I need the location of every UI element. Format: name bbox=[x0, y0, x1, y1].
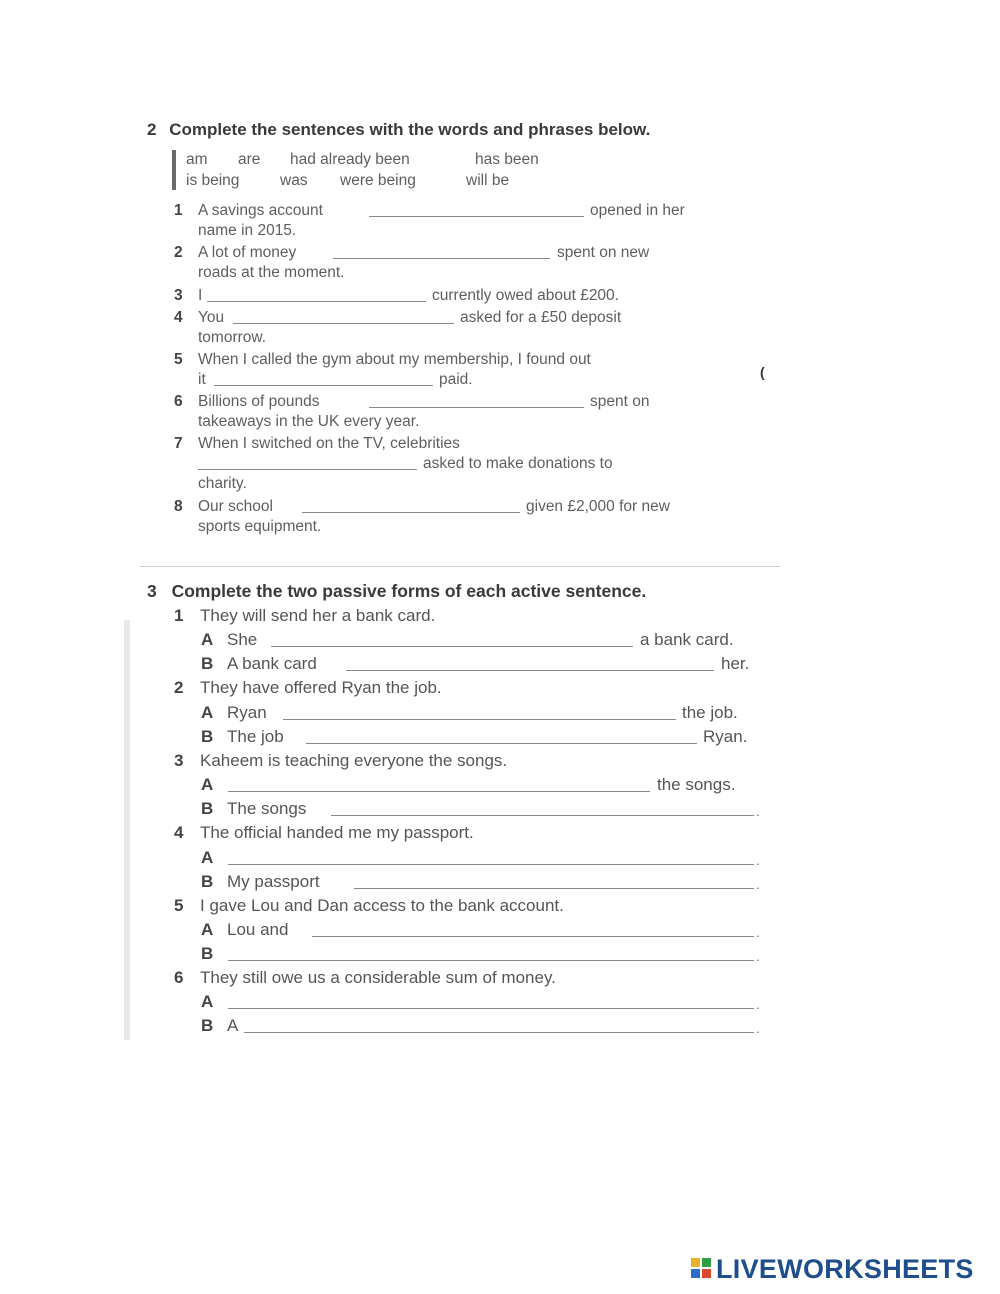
ex2-item-number: 2 bbox=[174, 244, 183, 261]
ex3-end-text: . bbox=[756, 924, 760, 940]
answer-blank[interactable] bbox=[346, 670, 714, 671]
ex2-item-text: When I switched on the TV, celebrities bbox=[198, 435, 460, 452]
ex3-end-text: her. bbox=[721, 654, 750, 673]
logo-square-icon bbox=[702, 1269, 711, 1278]
ex2-item-text: asked for a £50 deposit bbox=[460, 309, 622, 326]
ex3-end-text: . bbox=[756, 852, 760, 868]
ex2-item-number: 4 bbox=[174, 309, 183, 326]
ex3-item-number: 5 bbox=[174, 896, 184, 915]
word-is-being-wrap bbox=[186, 172, 239, 190]
ex2-item-text: spent on new bbox=[557, 244, 650, 261]
ex2-item-text: charity. bbox=[198, 475, 247, 492]
ex2-item-text: roads at the moment. bbox=[198, 264, 345, 281]
answer-blank[interactable] bbox=[198, 469, 417, 470]
ex2-item-text: it bbox=[198, 371, 206, 388]
liveworksheets-logo[interactable] bbox=[691, 1255, 974, 1283]
answer-blank[interactable] bbox=[271, 646, 633, 647]
logo-square-icon bbox=[691, 1269, 700, 1278]
scan-shadow bbox=[124, 620, 130, 1040]
word-had-already-been-wrap bbox=[290, 151, 410, 169]
answer-blank[interactable] bbox=[302, 512, 520, 513]
word-has-been-wrap bbox=[475, 151, 539, 169]
word-box bbox=[186, 151, 208, 169]
answer-blank[interactable] bbox=[306, 743, 697, 744]
ex2-item-text: Our school bbox=[198, 498, 273, 515]
exercise-3-instruction: Complete the two passive forms of each active sentence. bbox=[171, 581, 647, 601]
answer-blank[interactable] bbox=[244, 1032, 754, 1033]
ex3-start-text: Lou and bbox=[227, 920, 289, 939]
answer-blank[interactable] bbox=[369, 216, 584, 217]
stray-mark: ( bbox=[760, 364, 765, 380]
ex3-end-text: . bbox=[756, 948, 760, 964]
ex2-item-text: paid. bbox=[439, 371, 473, 388]
ex2-item-number: 5 bbox=[174, 351, 183, 368]
ex3-active-sentence: Kaheem is teaching everyone the songs. bbox=[200, 751, 508, 770]
word-had-already-been: had already been bbox=[290, 151, 410, 168]
answer-blank[interactable] bbox=[228, 791, 650, 792]
label-b: B bbox=[201, 1016, 214, 1035]
ex2-item-text: name in 2015. bbox=[198, 222, 297, 239]
ex3-start-text: A bank card bbox=[227, 654, 317, 673]
ex3-item-number: 2 bbox=[174, 678, 184, 697]
ex2-item-text: You bbox=[198, 309, 225, 326]
ex2-item-text: A lot of money bbox=[198, 244, 297, 261]
word-was: was bbox=[280, 172, 308, 189]
ex3-end-text: Ryan. bbox=[703, 727, 748, 746]
exercise-2-instruction: Complete the sentences with the words and phrases below. bbox=[169, 120, 651, 139]
logo-square-icon bbox=[691, 1258, 700, 1267]
answer-blank[interactable] bbox=[233, 323, 454, 324]
ex3-end-text: the songs. bbox=[657, 775, 736, 794]
word-were-being-wrap bbox=[340, 172, 416, 190]
ex2-item-text: currently owed about £200. bbox=[432, 287, 619, 304]
ex2-item-number: 1 bbox=[174, 202, 183, 219]
word-box-border bbox=[172, 150, 176, 190]
word-are-wrap bbox=[238, 151, 260, 169]
ex3-start-text: The job bbox=[227, 727, 284, 746]
answer-blank[interactable] bbox=[333, 258, 550, 259]
ex2-item-text: sports equipment. bbox=[198, 518, 322, 535]
word-was-wrap bbox=[280, 172, 308, 190]
label-b: B bbox=[201, 727, 214, 746]
label-a: A bbox=[201, 920, 214, 939]
ex3-start-text: Ryan bbox=[227, 703, 267, 722]
ex2-item-text: A savings account bbox=[198, 202, 323, 219]
answer-blank[interactable] bbox=[283, 719, 676, 720]
label-b: B bbox=[201, 799, 214, 818]
ex3-end-text: . bbox=[756, 996, 760, 1012]
ex3-item-number: 3 bbox=[174, 751, 184, 770]
liveworksheets-logo-text: LIVEWORKSHEETS bbox=[716, 1253, 974, 1284]
answer-blank[interactable] bbox=[312, 936, 754, 937]
logo-square-icon bbox=[702, 1258, 711, 1267]
label-a: A bbox=[201, 992, 214, 1011]
ex2-item-text: When I called the gym about my membership, I found out bbox=[198, 351, 591, 368]
ex3-active-sentence: The official handed me my passport. bbox=[200, 823, 474, 842]
ex3-end-text: a bank card. bbox=[640, 630, 734, 649]
ex2-item-text: I bbox=[198, 287, 203, 304]
answer-blank[interactable] bbox=[228, 960, 754, 961]
ex3-active-sentence: They still owe us a considerable sum of money. bbox=[200, 968, 556, 987]
answer-blank[interactable] bbox=[369, 407, 584, 408]
word-were-being: were being bbox=[340, 172, 416, 189]
ex3-end-text: . bbox=[756, 1020, 760, 1036]
word-is-being: is being bbox=[186, 172, 240, 189]
ex3-start-text: My passport bbox=[227, 872, 320, 891]
ex3-end-text: the job. bbox=[682, 703, 738, 722]
label-b: B bbox=[201, 872, 214, 891]
ex2-item-text: opened in her bbox=[590, 202, 685, 219]
answer-blank[interactable] bbox=[331, 815, 754, 816]
ex2-item-text: takeaways in the UK every year. bbox=[198, 413, 420, 430]
ex2-item-number: 8 bbox=[174, 498, 183, 515]
ex3-active-sentence: They will send her a bank card. bbox=[200, 606, 436, 625]
ex2-item-number: 3 bbox=[174, 287, 183, 304]
ex2-item-number: 7 bbox=[174, 435, 183, 452]
ex3-start-text: The songs bbox=[227, 799, 307, 818]
section-divider bbox=[140, 566, 780, 567]
ex3-item-number: 1 bbox=[174, 606, 184, 625]
exercise-2-number: 2 bbox=[147, 120, 157, 139]
label-a: A bbox=[201, 848, 214, 867]
ex2-item-text: asked to make donations to bbox=[423, 455, 613, 472]
ex3-end-text: . bbox=[756, 876, 760, 892]
word-has-been: has been bbox=[475, 151, 539, 168]
answer-blank[interactable] bbox=[354, 888, 754, 889]
exercise-3-number: 3 bbox=[147, 581, 157, 601]
answer-blank[interactable] bbox=[207, 301, 426, 302]
ex3-end-text: . bbox=[756, 803, 760, 819]
ex3-active-sentence: I gave Lou and Dan access to the bank account. bbox=[200, 896, 564, 915]
ex3-item-number: 6 bbox=[174, 968, 184, 987]
answer-blank[interactable] bbox=[228, 864, 754, 865]
ex2-item-number: 6 bbox=[174, 393, 183, 410]
ex3-start-text: She bbox=[227, 630, 258, 649]
ex2-item-text: spent on bbox=[590, 393, 650, 410]
word-are: are bbox=[238, 151, 261, 168]
word-will-be: will be bbox=[466, 172, 510, 189]
label-a: A bbox=[201, 630, 214, 649]
label-b: B bbox=[201, 944, 214, 963]
ex2-item-text: Billions of pounds bbox=[198, 393, 320, 410]
ex3-item-number: 4 bbox=[174, 823, 184, 842]
label-a: A bbox=[201, 775, 214, 794]
label-b: B bbox=[201, 654, 214, 673]
ex3-start-text: A bbox=[227, 1016, 239, 1035]
ex2-item-text: tomorrow. bbox=[198, 329, 267, 346]
label-a: A bbox=[201, 703, 214, 722]
word-am: am bbox=[186, 151, 208, 168]
answer-blank[interactable] bbox=[228, 1008, 754, 1009]
liveworksheets-logo-icon bbox=[691, 1258, 713, 1280]
ex3-active-sentence: They have offered Ryan the job. bbox=[200, 678, 442, 697]
answer-blank[interactable] bbox=[214, 385, 433, 386]
ex2-item-text: given £2,000 for new bbox=[526, 498, 670, 515]
word-will-be-wrap bbox=[466, 172, 509, 190]
